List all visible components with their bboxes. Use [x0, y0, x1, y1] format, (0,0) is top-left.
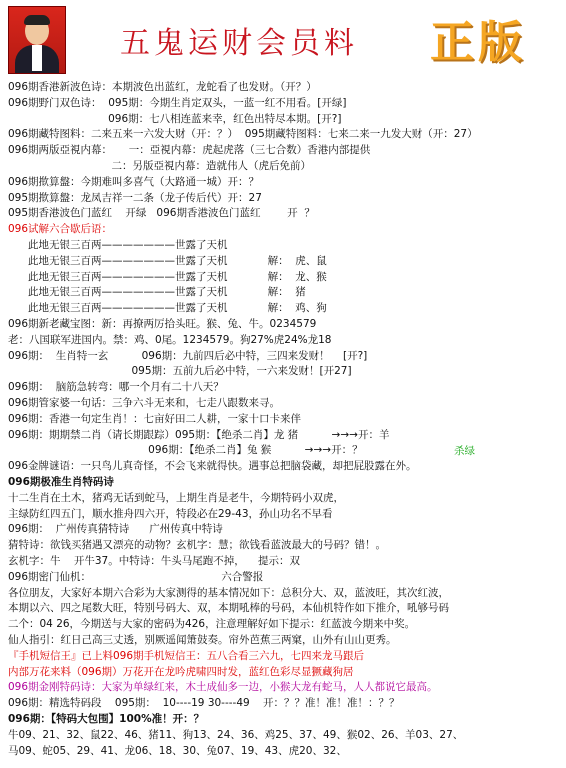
- content-line: 095期香港波色门蓝红 开绿 096期香港波色门蓝红 开 ？: [8, 207, 315, 220]
- genuine-stamp: 正版: [430, 17, 526, 68]
- content-line: 096期揿算盤：今期难叫多喜气（大路通一城）开：？: [8, 175, 260, 188]
- header: [0, 0, 566, 80]
- content-line: 此地无银三百两———————世露了天机 解： 虎、鼠: [8, 254, 327, 267]
- content-line: 主绿防红四五门，顺水推舟四六开，特段必在29-43，孙山功名不早看: [8, 507, 333, 520]
- content-line: 096期极准生肖特码诗: [8, 476, 114, 488]
- content-line: 096期：七八相连蓝来幸，红色出特尽本期。[开?]: [8, 112, 342, 125]
- content-line: 此地无银三百两———————世露了天机 解： 龙、猴: [8, 270, 327, 283]
- content-line: 095期：五前九后必中特，一六来发财！[开27]: [8, 365, 352, 378]
- profile-photo: [8, 6, 66, 74]
- content-line: 玄机字：牛 开牛37。中特诗：牛头马尾跑不掉， 提示：双: [8, 555, 301, 567]
- content-line: 二个：04 26，今期送与大家的密码为426，注意理解好如下提示：红蓝波今期来中奖。: [8, 618, 416, 631]
- content-line: 096期新老藏宝图：新：再撩两厉拾头旺。猴、兔、牛。0234579: [8, 318, 317, 330]
- green-note: 杀绿: [454, 445, 475, 458]
- content-line: 本期以六、四之尾数大旺，特别号码大、双，本期吼棒的号码，本仙机特作如下推介，吼够号码: [8, 602, 449, 615]
- content-line: 096试解六合歇后语：: [8, 223, 113, 236]
- content-line: 牛09、21、32、鼠22、46、猪11、狗13、24、36、鸡25、37、49、猴02、26、羊03、27、: [8, 728, 464, 741]
- content-line: 096期：精选特码段 095期： 10----19 30----49 开：？？准！准！准！：？？: [8, 697, 400, 710]
- content-line: 马09、蛇05、29、41、龙06、18、30、兔07、19、43、虎20、32、: [8, 744, 347, 757]
- content-line: 096期野门双色诗： 095期：今期生肖定双头，一蓝一红不用看。[开绿]: [8, 96, 347, 109]
- content-line: 096期藏特图料：二来五来一六发大财（开：？） 095期藏特图料：七来二来一九发大财（开：27）: [8, 128, 478, 141]
- content-line: 此地无银三百两———————世露了天机 解： 猪: [8, 286, 306, 299]
- content-line: 096期金刚特码诗：大家为单绿红来，木土成仙多一边，小猴大龙有蛇马，人人都说它最高。: [8, 681, 438, 694]
- page-title: 五鬼运财会员料: [120, 26, 358, 61]
- content-line: 此地无银三百两———————世露了天机 解： 鸡、狗: [8, 302, 327, 315]
- content-line: 096期两版亞視内幕： 一：亞視内幕：虎起虎落（三七合数）香港内部提供: [8, 144, 371, 157]
- content-line: 096期： 脑筋急转弯：哪一个月有二十八天？: [8, 381, 224, 394]
- content-line: 096期：香港一句定生肖！：七亩好田二人耕，一家十口卡来伴: [8, 412, 302, 425]
- content-line: 老：八国联军进国内。禁：鸡、0尾。1234579。狗27%虎24%龙18: [8, 333, 332, 346]
- content-line: 096期香港新波色诗：本期波色出蓝红，龙蛇看了也发财。（开？）: [8, 81, 317, 93]
- content-line: 096期管家婆一句话：三争六斗无来和，七走八跟数来寻。: [8, 397, 281, 409]
- content-line: 二：另版亞視内幕：造就伟人（虎后免前）: [8, 160, 311, 172]
- content-line: 096期：【特码大包围】100%准！开：？: [8, 713, 205, 725]
- shirt-shape: [32, 45, 42, 71]
- content-line: 096期： 生肖特一玄 096期：九前四后必中特，三四来发财！ [开?]: [8, 349, 368, 362]
- content-line: 096期： 广州传真猜特诗 广州传真中特诗: [8, 523, 223, 536]
- content-line: 仙人指引：红日己高三丈透，别厥遥闻箫鼓奏。帘外芭蕉三两窠，山外有山山更秀。: [8, 634, 397, 646]
- content-line: 096期：期期禁二肖（请长期跟踪）095期：【绝杀二肖】龙 猪 →→→开：羊: [8, 428, 390, 441]
- content-line: 十二生肖在土木，猪鸡无话到蛇马，上期生肖是老牛，今期特码小双虎，: [8, 491, 344, 504]
- content-line: 『手机短信王』已上料096期手机短信王：五八合看三六九，七四来龙马跟后: [8, 649, 365, 662]
- content-line: 猜特诗：欲钱买猪遇又漂亮的动物？玄机字：慧；欲钱看蓝波最大的号码？错！。: [8, 539, 386, 552]
- content-line: 096期：【绝杀二肖】兔 猴 →→→开：？: [8, 444, 363, 457]
- content-line: 各位朋友，大家好本期六合彩为大家测得的基本情况如下：总积分大、双，蓝波旺，其次红波，: [8, 586, 449, 599]
- content-line: 此地无银三百两———————世露了天机: [8, 239, 228, 251]
- content-line: 096期密门仙机： 六合警报: [8, 570, 264, 583]
- content-line: 096金牌谜语：一只鸟儿真奇怪，不会飞来就得快。遇事总把脑袋藏，却把屁股露在外。: [8, 460, 417, 473]
- hair-shape: [24, 15, 50, 25]
- content-line: 095期揿算盤：龙凤吉祥一二条（龙子传后代）开：27: [8, 191, 262, 204]
- content-line: 内部万花来料（096期）万花开在龙吟虎啸四时发，蓝红色彩尽显獗藏狗居: [8, 665, 354, 678]
